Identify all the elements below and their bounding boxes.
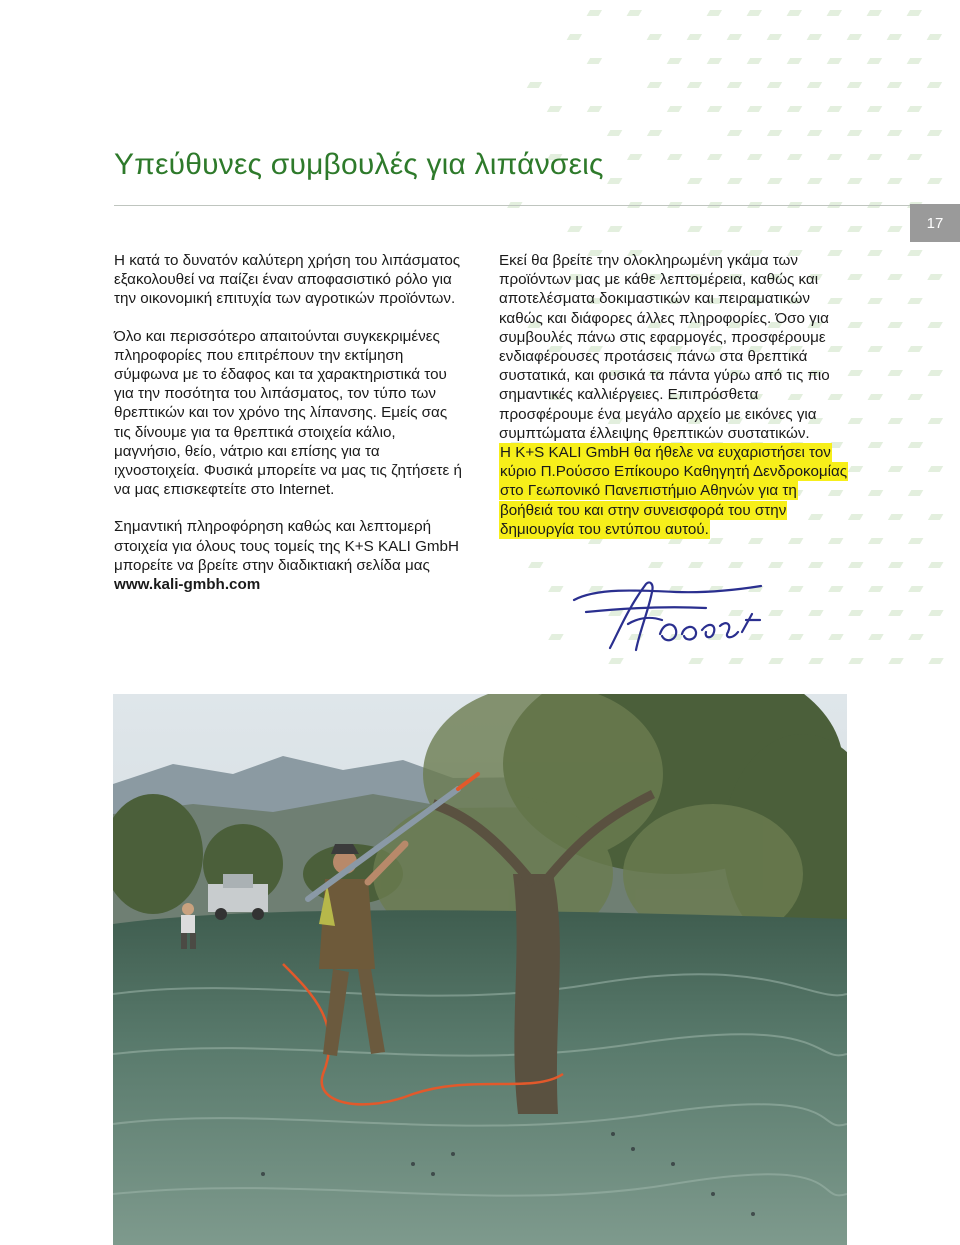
- decorative-dash: [687, 82, 702, 88]
- decorative-dash: [908, 442, 923, 448]
- right-paragraph-1: Εκεί θα βρείτε την ολοκληρωμένη γκάμα των προϊόντων μας με κάθε λεπτομέρεια, καθώς και αποτελέσματα δοκιμαστικών και πειραματικών καθώς και διάφορες άλλες πληροφορίες. Όσο για συμβουλές πάνω στις εφαρμογές, προσφέρουμε ενδιαφέρουσες προτάσεις πάνω στα θρεπτικά συστατικά, και φυσικά τα πάντα γύρω από τις πιο σημαντικές καλλιέργειες. Επιπρόσθετα προσφέρουμε ένα μεγάλο αρχείο με εικόνες για συμπτώματα έλλειψης θρεπτικών συστατικών.: [499, 252, 830, 442]
- decorative-dash: [907, 106, 922, 112]
- page-number: 17: [910, 204, 960, 242]
- decorative-dash: [567, 226, 582, 232]
- decorative-dash: [688, 562, 703, 568]
- decorative-dash: [807, 178, 822, 184]
- decorative-dash: [627, 10, 642, 16]
- decorative-dash: [888, 658, 903, 664]
- decorative-dash: [887, 274, 902, 280]
- decorative-dash: [767, 130, 782, 136]
- decorative-dash: [907, 58, 922, 64]
- decorative-dash: [927, 34, 942, 40]
- decorative-dash: [828, 634, 843, 640]
- left-column: [114, 251, 464, 594]
- decorative-dash: [888, 562, 903, 568]
- decorative-dash: [567, 34, 582, 40]
- decorative-dash: [847, 274, 862, 280]
- decorative-dash: [907, 250, 922, 256]
- decorative-dash: [767, 34, 782, 40]
- decorative-dash: [627, 154, 642, 160]
- decorative-dash: [647, 34, 662, 40]
- decorative-dash: [928, 466, 943, 472]
- decorative-dash: [808, 658, 823, 664]
- decorative-dash: [847, 34, 862, 40]
- decorative-dash: [848, 562, 863, 568]
- decorative-dash: [868, 490, 883, 496]
- decorative-dash: [848, 658, 863, 664]
- decorative-dash: [728, 562, 743, 568]
- decorative-dash: [887, 178, 902, 184]
- decorative-dash: [667, 58, 682, 64]
- decorative-dash: [868, 394, 883, 400]
- decorative-dash: [888, 370, 903, 376]
- decorative-dash: [927, 322, 942, 328]
- decorative-dash: [787, 154, 802, 160]
- decorative-dash: [867, 10, 882, 16]
- decorative-dash: [608, 658, 623, 664]
- decorative-dash: [907, 10, 922, 16]
- decorative-dash: [548, 586, 563, 592]
- decorative-dash: [888, 418, 903, 424]
- decorative-dash: [687, 34, 702, 40]
- decorative-dash: [908, 634, 923, 640]
- decorative-dash: [907, 298, 922, 304]
- decorative-dash: [547, 106, 562, 112]
- decorative-dash: [647, 82, 662, 88]
- decorative-dash: [887, 322, 902, 328]
- decorative-dash: [847, 226, 862, 232]
- decorative-dash: [927, 274, 942, 280]
- decorative-dash: [868, 586, 883, 592]
- decorative-dash: [688, 658, 703, 664]
- decorative-dash: [607, 130, 622, 136]
- decorative-dash: [888, 610, 903, 616]
- decorative-dash: [928, 370, 943, 376]
- decorative-dash: [828, 586, 843, 592]
- decorative-dash: [707, 154, 722, 160]
- decorative-dash: [807, 34, 822, 40]
- decorative-dash: [768, 562, 783, 568]
- handwritten-signature: [566, 578, 796, 656]
- decorative-dash: [587, 58, 602, 64]
- decorative-dash: [908, 394, 923, 400]
- olive-harvest-photo: [113, 694, 847, 1245]
- title-divider: [114, 205, 960, 206]
- page-title: Υπεύθυνες συμβουλές για λιπάνσεις: [114, 148, 604, 181]
- decorative-dash: [827, 10, 842, 16]
- decorative-dash: [928, 610, 943, 616]
- decorative-dash: [548, 634, 563, 640]
- decorative-dash: [908, 586, 923, 592]
- decorative-dash: [727, 178, 742, 184]
- decorative-dash: [727, 130, 742, 136]
- decorative-dash: [607, 226, 622, 232]
- decorative-dash: [667, 154, 682, 160]
- decorative-dash: [528, 562, 543, 568]
- decorative-dash: [847, 178, 862, 184]
- decorative-dash: [767, 226, 782, 232]
- decorative-dash: [707, 58, 722, 64]
- decorative-dash: [767, 178, 782, 184]
- decorative-dash: [647, 130, 662, 136]
- decorative-dash: [727, 226, 742, 232]
- decorative-dash: [827, 154, 842, 160]
- decorative-dash: [767, 82, 782, 88]
- decorative-dash: [807, 226, 822, 232]
- decorative-dash: [707, 10, 722, 16]
- decorative-dash: [747, 106, 762, 112]
- decorative-dash: [847, 82, 862, 88]
- decorative-dash: [867, 250, 882, 256]
- decorative-dash: [928, 658, 943, 664]
- decorative-dash: [747, 58, 762, 64]
- decorative-dash: [927, 82, 942, 88]
- website-link[interactable]: www.kali-gmbh.com: [114, 576, 261, 594]
- decorative-dash: [887, 34, 902, 40]
- decorative-dash: [607, 178, 622, 184]
- decorative-dash: [928, 514, 943, 520]
- decorative-dash: [807, 130, 822, 136]
- decorative-dash: [887, 82, 902, 88]
- decorative-dash: [868, 634, 883, 640]
- decorative-dash: [527, 82, 542, 88]
- decorative-dash: [848, 514, 863, 520]
- decorative-dash: [907, 154, 922, 160]
- decorative-dash: [807, 82, 822, 88]
- thanks-paragraph: [499, 443, 849, 539]
- decorative-dash: [887, 226, 902, 232]
- decorative-dash: [768, 658, 783, 664]
- decorative-dash: [747, 10, 762, 16]
- left-paragraph-3-text: Σημαντική πληροφόρηση καθώς και λεπτομερή στοιχεία για όλους τους τομείς της K+S KALI GmbH μπορείτε να βρείτε στην διαδικτιακή σελίδα μας: [114, 518, 459, 574]
- left-paragraph-3: [114, 517, 464, 594]
- decorative-dash: [867, 106, 882, 112]
- decorative-dash: [728, 658, 743, 664]
- left-paragraph-2: Όλο και περισσότερο απαιτούνται συγκεκριμένες πληροφορίες που επιτρέπουν την εκτίμηση σύμφωνα με το έδαφος και τα χαρακτηριστικά του για την ποσότητα του λιπάσματος, τον τύπο των θρεπτικών και τον χρόνο της λίπανσης. Εμείς σας τις δίνουμε για τα θρεπτικά στοιχεία κάλιο, μαγνήσιο, θείο, νάτριο και επίσης για τα ιχνοστοιχεία. Φυσικά μπορείτε να μας τις ζητήσετε ή να μας επισκεφτείτε στο Internet.: [114, 327, 462, 499]
- decorative-dash: [648, 562, 663, 568]
- decorative-dash: [787, 10, 802, 16]
- decorative-dash: [687, 226, 702, 232]
- decorative-dash: [808, 562, 823, 568]
- decorative-dash: [848, 466, 863, 472]
- decorative-dash: [908, 538, 923, 544]
- decorative-dash: [927, 178, 942, 184]
- decorative-dash: [787, 58, 802, 64]
- decorative-dash: [787, 106, 802, 112]
- decorative-dash: [747, 154, 762, 160]
- decorative-dash: [928, 562, 943, 568]
- decorative-dash: [907, 346, 922, 352]
- decorative-dash: [848, 418, 863, 424]
- decorative-dash: [687, 178, 702, 184]
- decorative-dash: [667, 106, 682, 112]
- left-paragraph-1: Η κατά το δυνατόν καλύτερη χρήση του λιπάσματος εξακολουθεί να παίζει έναν αποφασιστικό ρόλο για την οικονομική επιτυχία των αγροτικών προϊόντων.: [114, 252, 461, 308]
- decorative-dash: [707, 106, 722, 112]
- decorative-dash: [727, 82, 742, 88]
- decorative-dash: [808, 610, 823, 616]
- decorative-dash: [908, 490, 923, 496]
- decorative-dash: [848, 610, 863, 616]
- decorative-dash: [867, 346, 882, 352]
- decorative-dash: [847, 322, 862, 328]
- decorative-dash: [847, 130, 862, 136]
- right-column: [499, 251, 849, 539]
- decorative-dash: [727, 34, 742, 40]
- decorative-dash: [867, 298, 882, 304]
- decorative-dash: [827, 106, 842, 112]
- decorative-dash: [887, 130, 902, 136]
- decorative-dash: [888, 514, 903, 520]
- decorative-dash: [848, 370, 863, 376]
- decorative-dash: [888, 466, 903, 472]
- decorative-dash: [827, 58, 842, 64]
- decorative-dash: [867, 58, 882, 64]
- decorative-dash: [587, 106, 602, 112]
- decorative-dash: [587, 10, 602, 16]
- highlighted-thanks-text: Η K+S KALI GmbH θα ήθελε να ευχαριστήσει τον κύριο Π.Ρούσσο Επίκουρο Καθηγητή Δενδροκομίας στο Γεωπονικό Πανεπιστήμιο Αθηνών για τη βοήθειά του και στην συνεισφορά του στην δημιουργία του εντύπου αυτού.: [500, 444, 848, 538]
- decorative-dash: [868, 538, 883, 544]
- decorative-dash: [928, 418, 943, 424]
- decorative-dash: [927, 130, 942, 136]
- decorative-dash: [868, 442, 883, 448]
- decorative-dash: [867, 154, 882, 160]
